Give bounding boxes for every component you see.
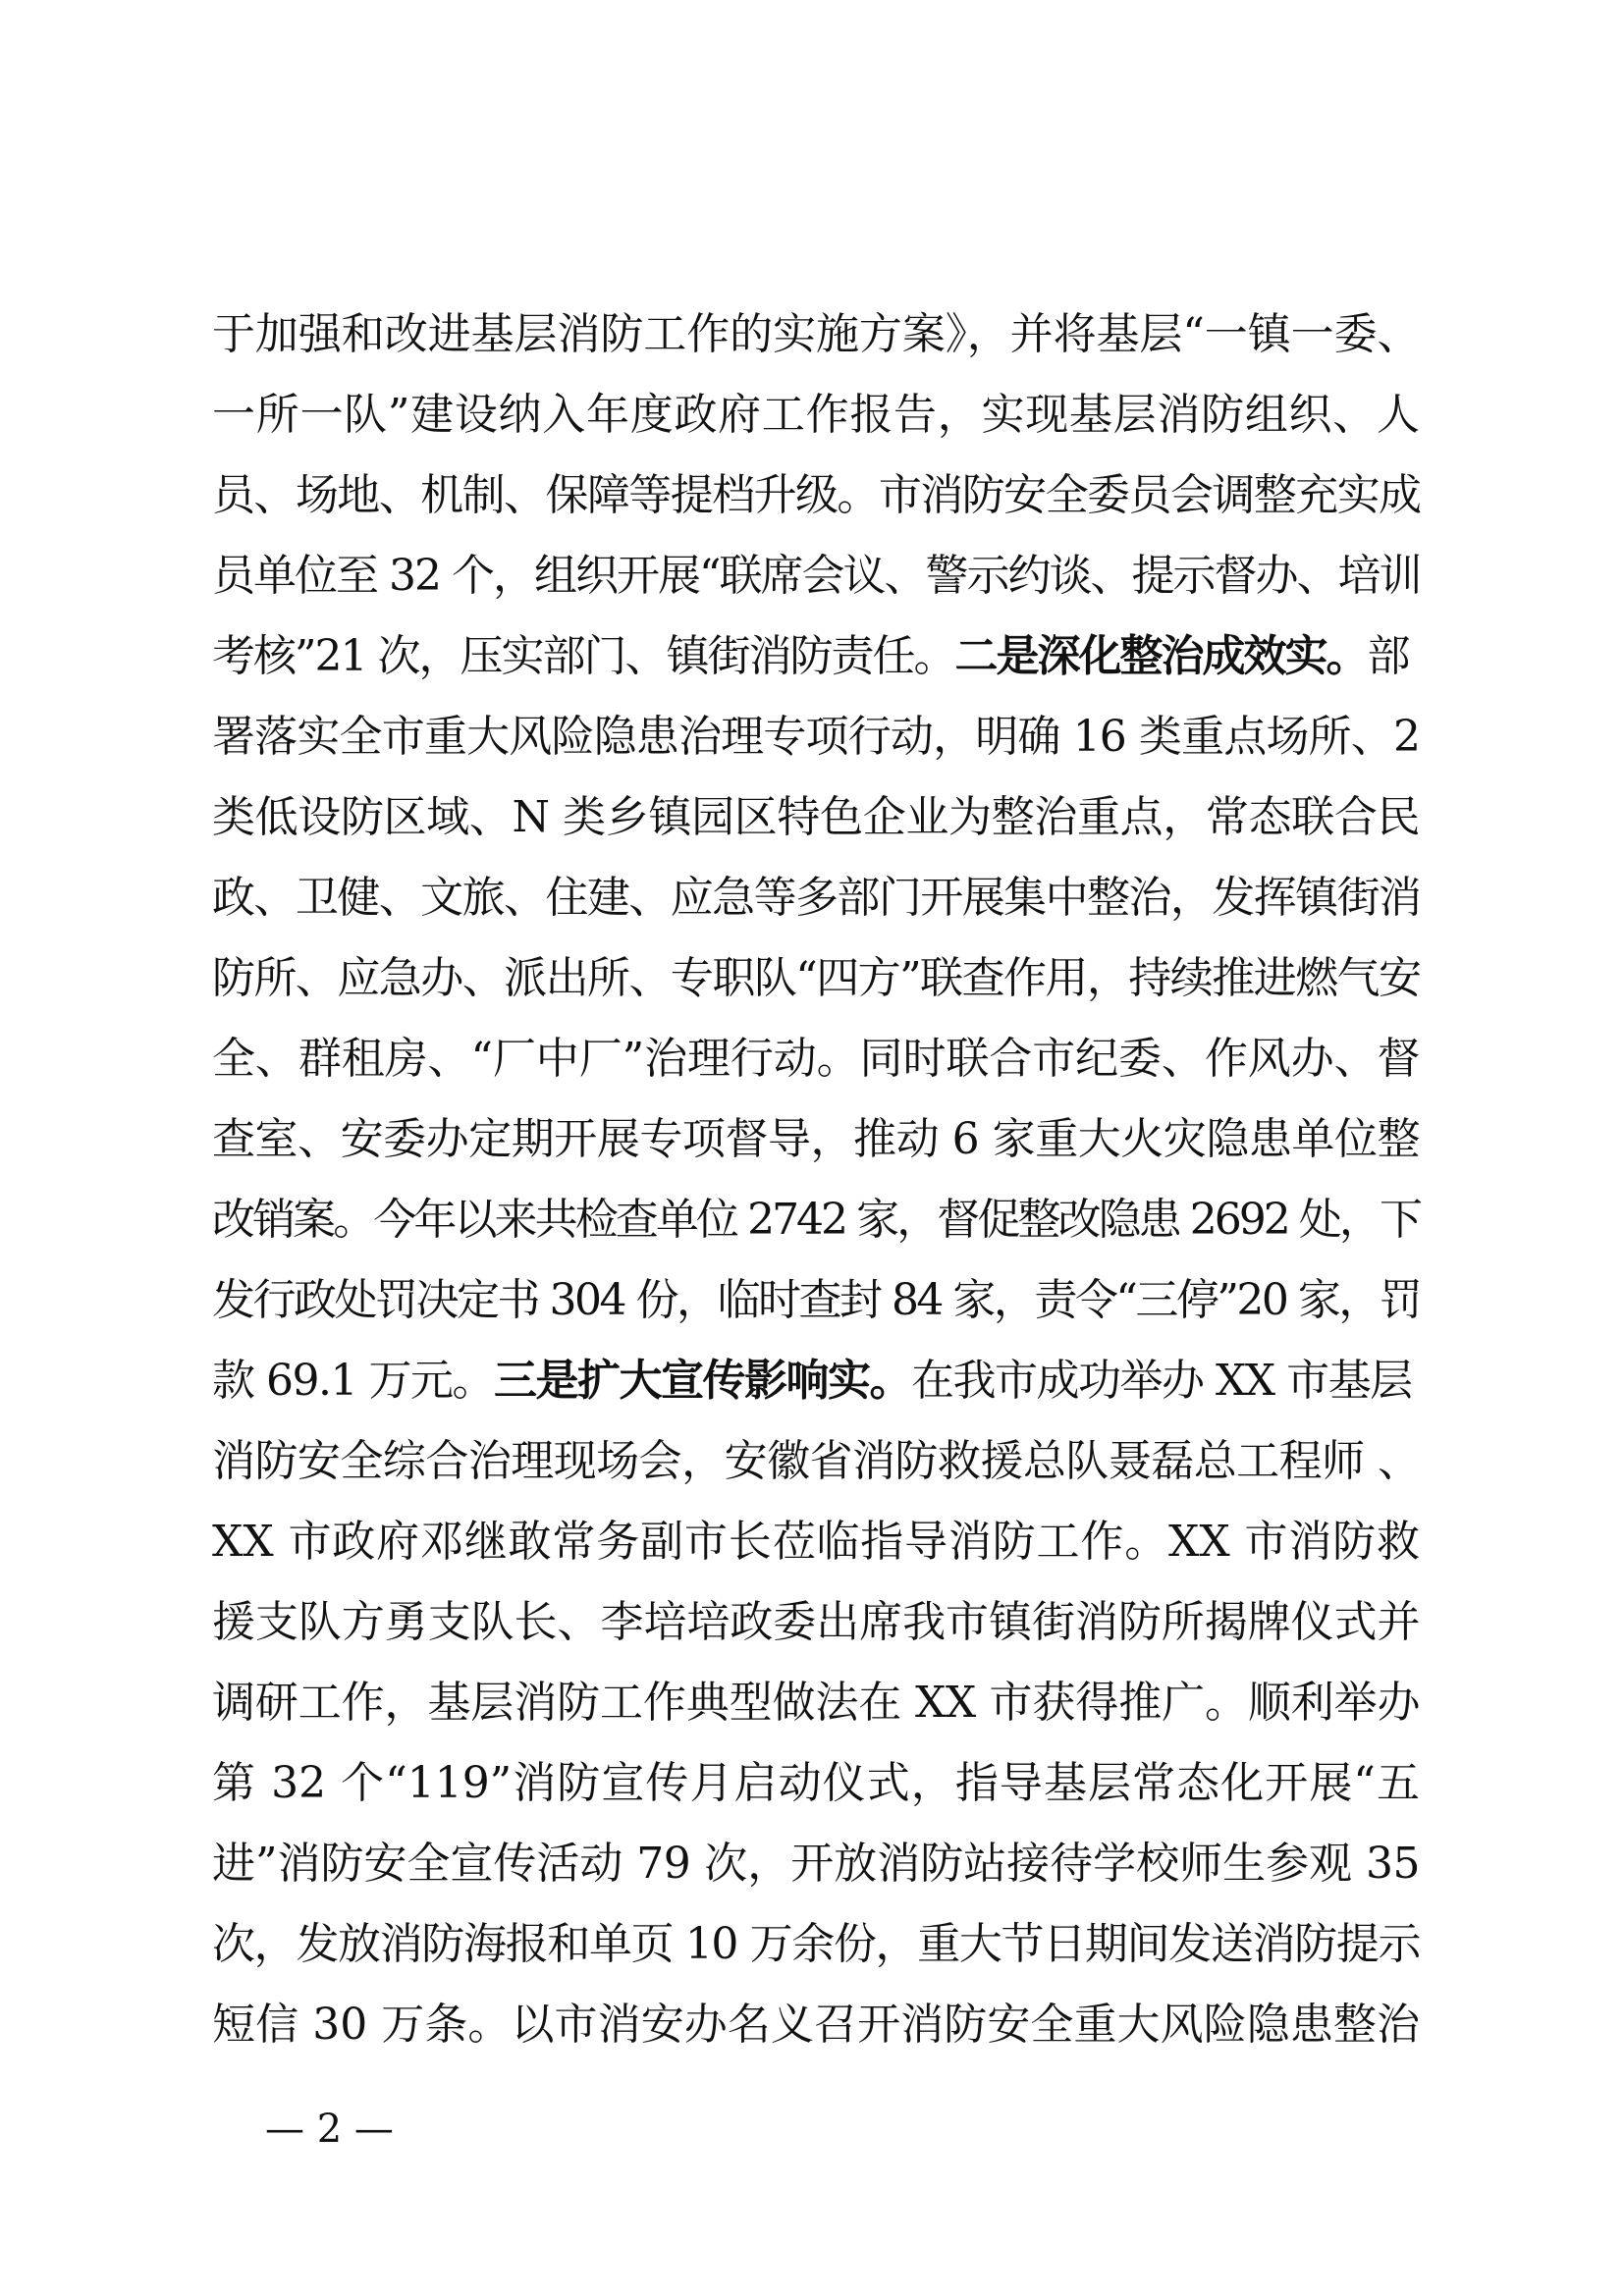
emphasis-heading-3: 三是扩大宣传影响实。 <box>493 1356 911 1406</box>
page-number: — 2 — <box>265 2107 394 2152</box>
text-line-11: 查室、安委办定期开展专项督导，推动 6 家重大火灾隐患单位整 <box>212 1114 1420 1164</box>
text-line-3: 员、场地、机制、保障等提档升级。市消防安全委员会调整充实成 <box>212 470 1420 520</box>
text-line-21: 次，发放消防海报和单页 10 万余份，重大节日期间发送消防提示 <box>212 1919 1420 1969</box>
text-line-16: XX 市政府邓继敢常务副市长莅临指导消防工作。XX 市消防救 <box>212 1517 1420 1567</box>
text-line-18: 调研工作，基层消防工作典型做法在 XX 市获得推广。顺利举办 <box>212 1678 1420 1728</box>
text-segment: 部 <box>1367 631 1409 681</box>
text-line-19: 第 32 个“119”消防宣传月启动仪式，指导基层常态化开展“五 <box>212 1758 1420 1808</box>
text-line-15: 消防安全综合治理现场会，安徽省消防救援总队聂磊总工程师 、 <box>212 1436 1420 1486</box>
text-line-1: 于加强和改进基层消防工作的实施方案》，并将基层“一镇一委、 <box>212 309 1420 359</box>
text-line-9: 防所、应急办、派出所、专职队“四方”联查作用，持续推进燃气安 <box>212 953 1420 1003</box>
text-segment: 考核”21 次，压实部门、镇街消防责任。 <box>212 631 955 681</box>
text-line-13: 发行政处罚决定书 304 份，临时查封 84 家，责令“三停”20 家，罚 <box>212 1275 1421 1325</box>
text-line-14 <box>212 1341 1420 1421</box>
text-line-7: 类低设防区域、N 类乡镇园区特色企业为整治重点，常态联合民 <box>212 792 1420 842</box>
emphasis-heading-2: 二是深化整治成效实。 <box>954 631 1368 681</box>
text-line-2: 一所一队”建设纳入年度政府工作报告，实现基层消防组织、人 <box>212 390 1420 440</box>
text-segment: 款 69.1 万元。 <box>212 1356 494 1406</box>
body-paragraph <box>212 294 1420 2065</box>
text-line-6: 署落实全市重大风险隐患治理专项行动，明确 16 类重点场所、2 <box>212 712 1420 762</box>
text-line-22: 短信 30 万条。以市消安办名义召开消防安全重大风险隐患整治 <box>212 2000 1420 2050</box>
text-segment: 在我市成功举办 XX 市基层 <box>910 1356 1412 1406</box>
text-line-20: 进”消防安全宣传活动 79 次，开放消防站接待学校师生参观 35 <box>212 1839 1420 1889</box>
text-line-4: 员单位至 32 个，组织开展“联席会议、警示约谈、提示督办、培训 <box>212 551 1421 601</box>
text-line-5 <box>212 616 1420 697</box>
text-line-17: 援支队方勇支队长、李培培政委出席我市镇街消防所揭牌仪式并 <box>212 1597 1420 1647</box>
text-line-12: 改销案。今年以来共检查单位 2742 家，督促整改隐患 2692 处，下 <box>212 1195 1420 1245</box>
text-line-8: 政、卫健、文旅、住建、应急等多部门开展集中整治，发挥镇街消 <box>212 873 1420 923</box>
text-line-10: 全、群租房、“厂中厂”治理行动。同时联合市纪委、作风办、督 <box>212 1034 1420 1084</box>
